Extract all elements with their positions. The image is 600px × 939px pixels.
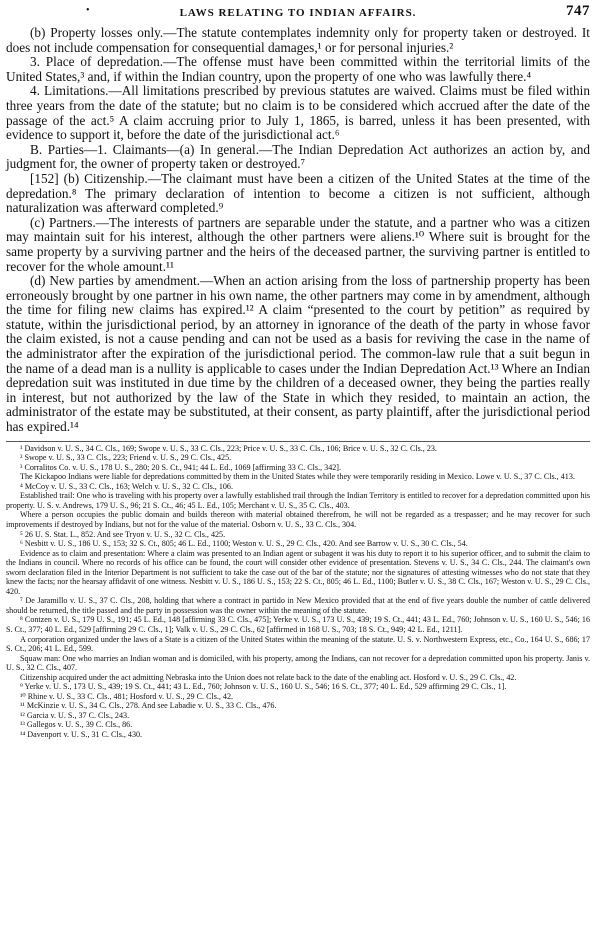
footnote: ⁶ Nesbitt v. U. S., 186 U. S., 153; 32 S. Ct., 805; 46 L. Ed., 1100; Weston v. U. S., 29 C. Cls., 420. And see Barrow v. U. S., 30 C. Cls., 54. [20, 539, 468, 549]
footnote: Established trail: One who is traveling with his property over a lawfully established trail through the Indian Territory is entitled to recover for a depredation committed upon his property. U. S. v. Andrews, 179 U. S., 96; 21 S. Ct., 46; 45 L. Ed., 105; Merchant v. U. S., 35 C. Cls., 403. [6, 491, 590, 510]
para-property-losses: (b) Property losses only.—The statute contemplates indemnity only for property taken or destroyed. It does not include compensation for consequential damages,¹ or for personal injuries.² [6, 25, 590, 55]
para-partners: (c) Partners.—The interests of partners are separable under the statute, and a partner who was a citizen may maintain suit for his interest, although the other partners were aliens.¹⁰ Where suit is brought for the same property by a surviving partner and the heirs of the deceased partner, the surviving partner is entitled to recover for the whole amount.¹¹ [6, 214, 590, 274]
footnote: ¹¹ McKinzie v. U. S., 34 C. Cls., 278. And see Labadie v. U. S., 33 C. Cls., 476. [20, 701, 277, 711]
footnote: Where a person occupies the public domain and builds thereon with material obtained therefrom, he will not be regarded as a trespasser; and he may recover for such improvements if destroyed by Indians, but not for the value of the material. Osborn v. U. S., 33 C. Cls., 304. [6, 510, 590, 529]
footnote: ⁵ 26 U. S. Stat. L., 852. And see Tryon v. U. S., 32 C. Cls., 425. [20, 529, 226, 539]
footnote: ² Swope v. U. S., 33 C. Cls., 223; Friend v. U. S., 29 C. Cls., 425. [20, 453, 232, 463]
header-mark: • [86, 5, 91, 16]
footnote: Squaw man: One who marries an Indian woman and is domiciled, with his property, among the Indians, can not recover for a depredation committed upon his property. Janis v. U. S., 32 C. Cls., 407. [6, 653, 590, 673]
footnote: ³ Corralitos Co. v. U. S., 178 U. S., 280; 20 S. Ct., 941; 44 L. Ed., 1069 [affirming 33 C. Cls., 342]. [20, 462, 342, 472]
footnote: Citizenship acquired under the act admitting Nebraska into the Union does not relate back to the date of the enabling act. Hosford v. U. S., 29 C. Cls., 42. [20, 672, 517, 682]
page-number: 747 [566, 3, 590, 19]
para-place-of-depredation: 3. Place of depredation.—The offense must have been committed within the territorial limits of the United States,³ and, if within the Indian country, upon the property of one who was lawfully there.⁴ [6, 54, 590, 84]
footnote: ⁴ McCoy v. U. S., 33 C. Cls., 163; Welch v. U. S., 32 C. Cls., 106. [20, 481, 233, 491]
footnote-rule [6, 441, 590, 442]
running-header [6, 4, 590, 26]
footnote: ⁸ Contzen v. U. S., 179 U. S., 191; 45 L. Ed., 148 [affirming 33 C. Cls., 475]; Yerke v. U. S., 173 U. S., 439; 19 S. Ct., 441; 43 L. Ed., 760; Johnson v. U. S., 160 U. S., 546; 16 S. Ct., 377; 40 L. Ed., 529 [affirming 29 C. Cls., 1]; Valk v. U. S., 29 C. Cls., 62 [affirmed in 168 U. S., 703; 18 S. Ct., 949; 42 L. Ed., 1211]. [6, 615, 590, 635]
footnote: A corporation organized under the laws of a State is a citizen of the United States within the meaning of the statute. U. S. v. Northwestern Express, etc., Co., 164 U. S., 686; 17 S. Ct., 206; 41 L. Ed., 599. [6, 634, 590, 654]
para-new-parties: (d) New parties by amendment.—When an action arising from the loss of partnership property has been erroneously brought by one partner in his own name, the other partners may come in by amendment, although the time for filing new claims has expired.¹² A claim “presented to the court by petition” as required by statute, within the jurisdictional period, by an attorney in ignorance of the death of the party in whose favor the claim existed, is not a cause pending and can not be used as a basis for reviving the case in the name of the administrator after the expiration of the jurisdictional period. The common-law rule that a suit begun in the name of a dead man is a nullity is applicable to cases under the Indian Depredation Act.¹³ Where an Indian depredation suit was instituted in due time by the children of a deceased owner, they being the parties really in interest, but not authorized by the law of the State in which they resided, to maintain an action, the administrator of the estate may be substituted, at their consent, as party plaintiff, after the jurisdictional period has expired.¹⁴ [6, 273, 590, 435]
footnote: ¹³ Gallegos v. U. S., 39 C. Cls., 86. [20, 720, 133, 730]
footnote: ⁹ Yerke v. U. S., 173 U. S., 439; 19 S. Ct., 441; 43 L. Ed., 760; Johnson v. U. S., 160 U. S., 546; 16 S. Ct., 377; 40 L. Ed., 529 affirming 29 C. Cls., 1]. [20, 682, 507, 692]
footnote: ¹⁰ Rhine v. U. S., 33 C. Cls., 481; Hosford v. U. S., 29 C. Cls., 42. [20, 691, 234, 701]
para-parties-claimants: B. Parties—1. Claimants—(a) In general.—The Indian Depredation Act authorizes an action by, and judgment for, the owner of property taken or destroyed.⁷ [6, 141, 590, 172]
para-limitations: 4. Limitations.—All limitations prescribed by previous statutes are waived. Claims must be filed within three years from the date of the statute; but no claim is to be considered which accrued after the date of the passage of the act.⁵ A claim accruing prior to July 1, 1865, is barred, unless it has been presented, with evidence to support it, before the date of the jurisdictional act.⁶ [6, 83, 590, 143]
footnote: ¹ Davidson v. U. S., 34 C. Cls., 169; Swope v. U. S., 33 C. Cls., 223; Price v. U. S., 33 C. Cls., 106; Brice v. U. S., 32 C. Cls., 23. [20, 443, 437, 453]
footnote: The Kickapoo Indians were liable for depredations committed by them in the United States while they were temporarily residing in Mexico. Lowe v. U. S., 37 C. Cls., 413. [20, 472, 575, 482]
footnote: ⁷ De Jaramillo v. U. S., 37 C. Cls., 208, holding that where a contract in partido in New Mexico provided that at the end of five years double the number of cattle delivered should be returned, the title passed and the party in possession was the owner within the meaning of the statute. [6, 596, 590, 615]
footnote: ¹⁴ Davenport v. U. S., 31 C. Cls., 430. [20, 730, 143, 740]
footnotes [6, 444, 590, 740]
running-title: LAWS RELATING TO INDIAN AFFAIRS. [179, 7, 417, 19]
para-citizenship: [152] (b) Citizenship.—The claimant must have been a citizen of the United States at the time of the depredation.⁸ The primary declaration of intention to become a citizen is not sufficient, although naturalization was afterward completed.⁹ [6, 170, 590, 216]
body-text [6, 26, 590, 435]
page [6, 4, 590, 740]
footnote: ¹² Garcia v. U. S., 37 C. Cls., 243. [20, 710, 130, 720]
footnote: Evidence as to claim and presentation: Where a claim was presented to an Indian agent or subagent it was his duty to report it to his superior officer, and to submit the claim to the Indians in council. Where no records of his office can be found, the court will consider other evidence of presentation. Stevens v. U. S., 34 C. Cls., 244. The claimant's own sworn declaration filed in the Interior Department is not sufficient to take the case out of the bar of the statute; nor the signatures of attesting witnesses who do not state that they knew the facts; nor the hearsay affidavit of one witness. Nesbitt v. U. S., 186 U. S., 153; 22 S. Ct., 805; 46 L. Ed., 1100; Butler v. U. S., 38 C. Cls., 167; Weston v. U. S., 29 C. Cls., 420. [6, 548, 590, 596]
